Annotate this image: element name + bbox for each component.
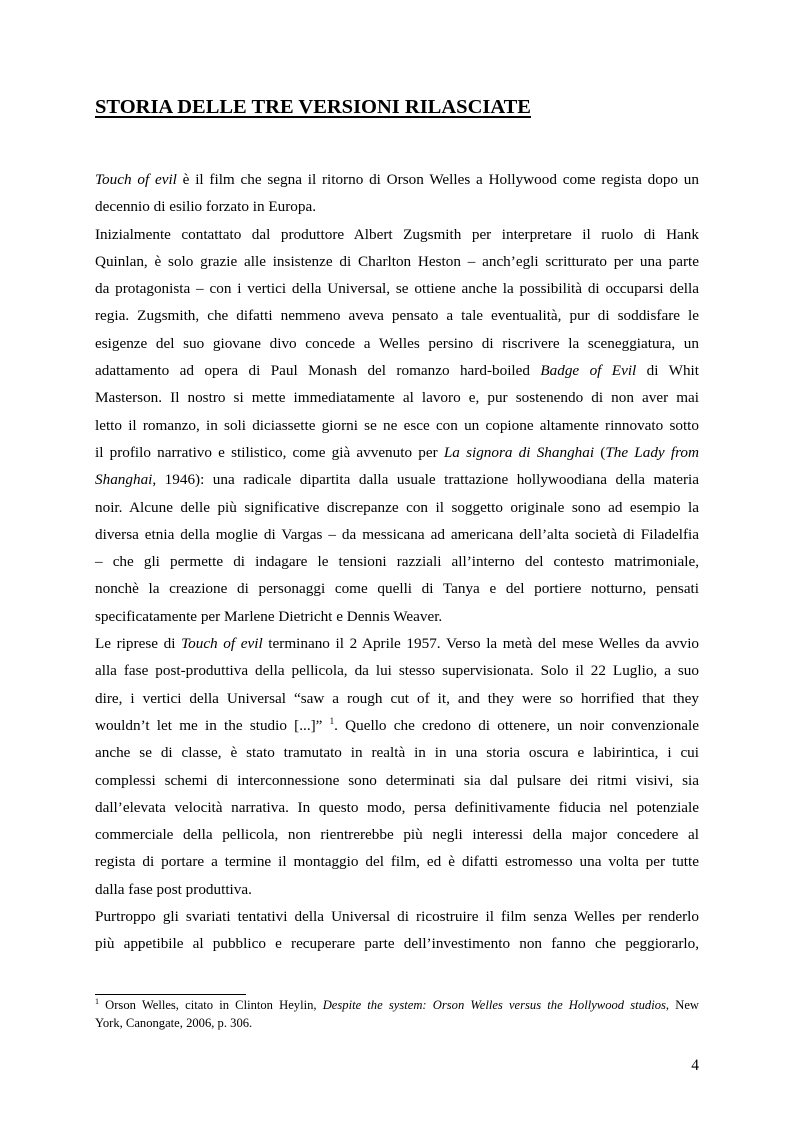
text-line: Masterson. Il nostro si mette immediatamente al lavoro e, pur sostenendo di non aver mai xyxy=(95,389,699,407)
text-line: specificatamente per Marlene Dietricht e Dennis Weaver. xyxy=(95,607,443,625)
footnote-line: York, Canongate, 2006, p. 306. xyxy=(95,1016,253,1030)
text-line: più appetibile al pubblico e recuperare parte dell’investimento non fanno che peggiorarlo, xyxy=(95,935,699,953)
footnote xyxy=(95,996,699,1032)
text-line: adattamento ad opera di Paul Monash del romanzo hard-boiled Badge of Evil di Whit xyxy=(95,362,699,380)
book-title-italic: Despite the system: Orson Welles versus the Hollywood studios xyxy=(322,998,666,1012)
text-line: Shanghai, 1946): una radicale dipartita dalla usuale trattazione hollywoodiana della materia xyxy=(95,471,699,489)
text-line: Inizialmente contattato dal produttore Albert Zugsmith per interpretare il ruolo di Hank xyxy=(95,225,699,243)
text-line: Purtroppo gli svariati tentativi della Universal di ricostruire il film senza Welles per renderlo xyxy=(95,908,699,926)
text-line: nonchè la creazione di personaggi come quelli di Tanya e del portiere notturno, pensati xyxy=(95,580,699,598)
text-line: regia. Zugsmith, che difatti nemmeno aveva pensato a tale eventualità, pur di soddisfare le xyxy=(95,307,699,325)
text-line: dalla fase post produttiva. xyxy=(95,880,252,898)
footnote-reference[interactable]: 1 xyxy=(329,715,335,726)
text-line: da protagonista – con i vertici della Universal, se ottiene anche la possibilità di occuparsi della xyxy=(95,280,699,298)
text-line: regista di portare a termine il montaggio del film, ed è difatti estromesso una volta per tutte xyxy=(95,853,699,871)
text-line: noir. Alcune delle più significative discrepanze con il soggetto originale sono ad esempio la xyxy=(95,498,699,516)
text-line: – che gli permette di indagare le tensioni razziali all’interno del contesto matrimoniale, xyxy=(95,553,699,571)
film-title-italic: The Lady from xyxy=(605,443,699,461)
text-line: commerciale della pellicola, non rientrerebbe più negli interessi della major concedere al xyxy=(95,826,699,844)
footnote-separator xyxy=(95,994,246,995)
text-line: dire, i vertici della Universal “saw a rough cut of it, and they were so horrified that they xyxy=(95,689,699,707)
text-line: esigenze del suo giovane divo concede a Welles persino di riscrivere la sceneggiatura, un xyxy=(95,334,699,352)
footnote-mark: 1 xyxy=(95,996,99,1006)
footnote-line: $^1$ Orson Welles, citato in Clinton Heylin, Despite the system: Orson Welles versus the Hollywood studios, New xyxy=(95,996,699,1012)
film-title-italic: Touch of evil xyxy=(95,171,177,188)
text-line: letto il romanzo, in soli diciassette giorni se ne esce con un copione altamente rinnovato sotto xyxy=(95,416,699,434)
document-page xyxy=(95,0,699,1123)
text-line: Quinlan, è solo grazie alle insistenze di Charlton Heston – anch’egli scritturato per una parte xyxy=(95,252,699,270)
novel-title-italic: Badge of Evil xyxy=(540,362,637,380)
text-line: wouldn’t let me in the studio [...]” $^1$. Quello che credono di ottenere, un noir convenzionale xyxy=(95,715,699,734)
text-line: Touch of evil è il film che segna il ritorno di Orson Welles a Hollywood come regista dopo un xyxy=(95,171,699,188)
section-title: STORIA DELLE TRE VERSIONI RILASCIATE xyxy=(95,96,531,118)
text-line: il profilo narrativo e stilistico, come già avvenuto per La signora di Shanghai (The Lady from xyxy=(95,443,699,461)
film-title-italic: Shanghai xyxy=(95,471,153,489)
text-line: decennio di esilio forzato in Europa. xyxy=(95,198,316,216)
page-number: 4 xyxy=(691,1057,699,1074)
text-line: anche se di classe, è stato tramutato in realtà in in una storia oscura e labirintica, i cui xyxy=(95,744,699,762)
text-line: dall’elevata velocità narrativa. In questo modo, persa definitivamente fiducia nel potenziale xyxy=(95,798,699,816)
film-title-italic: Touch of evil xyxy=(181,635,263,653)
text-line: alla fase post-produttiva della pellicola, da lui stesso supervisionata. Solo il 22 Luglio, a suo xyxy=(95,662,699,680)
text-line: diversa etnia della moglie di Vargas – da messicana ad americana dell’alta società di Filadelfia xyxy=(95,525,699,543)
text-line: Le riprese di Touch of evil terminano il 2 Aprile 1957. Verso la metà del mese Welles da avvio xyxy=(95,635,700,653)
body-text xyxy=(95,166,699,958)
text-line: complessi schemi di interconnessione sono determinati sia dal pulsare dei ritmi visivi, sia xyxy=(95,771,699,789)
film-title-italic: La signora di Shanghai xyxy=(443,443,595,461)
